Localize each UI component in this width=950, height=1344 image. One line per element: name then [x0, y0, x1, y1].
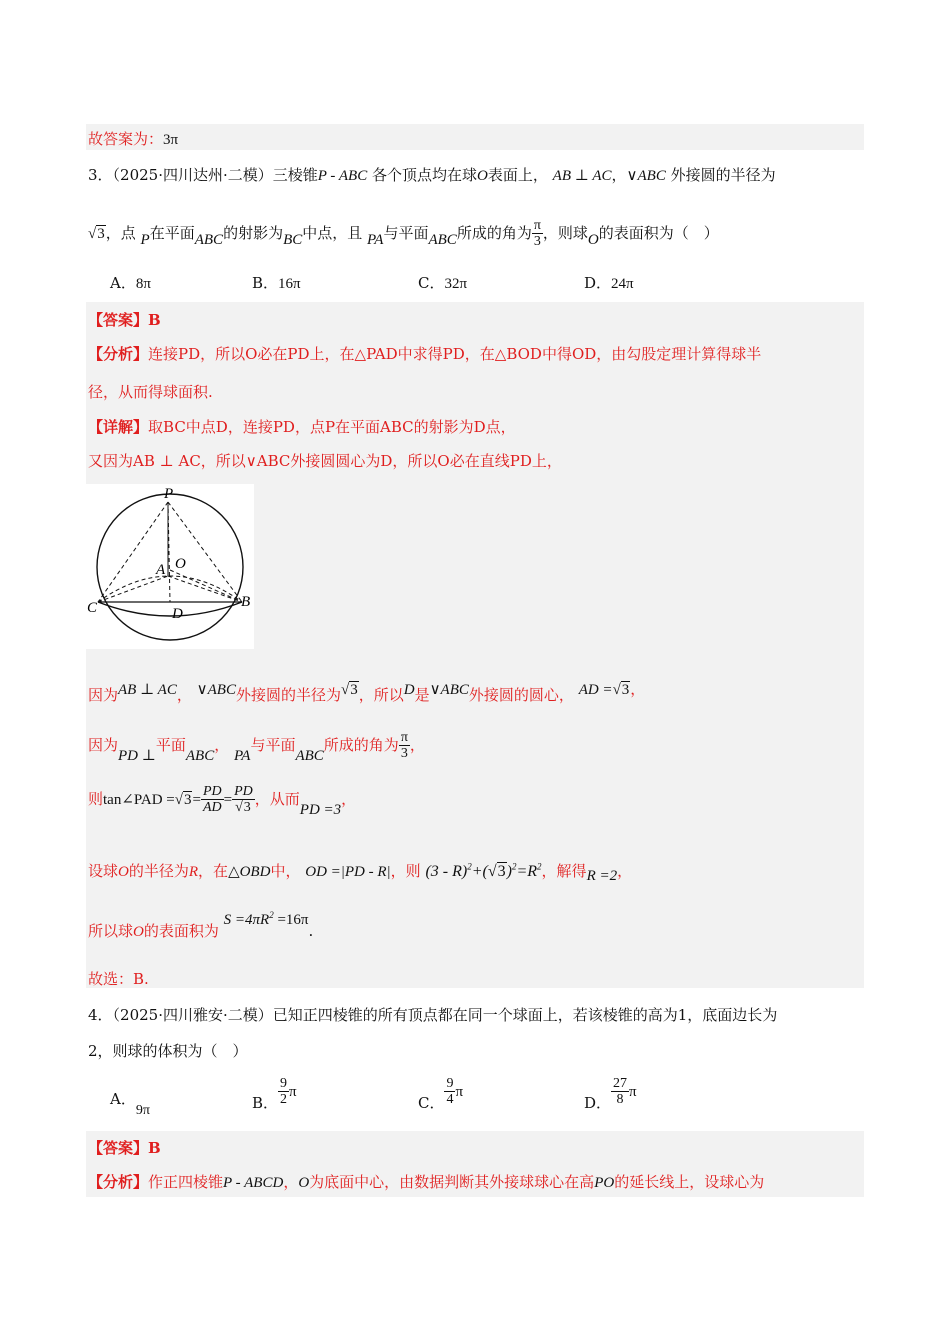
question-4-line-2: 2，则球的体积为（ ）: [88, 1042, 248, 1060]
answer-tag: 【答案】B: [88, 1139, 161, 1157]
edge-pc: [98, 502, 168, 602]
option-c[interactable]: C．32π: [418, 274, 468, 292]
sqrt-symbol: √3: [88, 225, 105, 242]
solution-line-3: 因为AB ⊥ AC， ∨ABC外接圆的半径为√3，所以D是∨ABC外接圆的圆心， AD =√3，: [88, 680, 646, 704]
option-d[interactable]: D． $\frac{27}{8}$ π: [584, 1076, 637, 1112]
analysis-line-2: 径，从而得球面积.: [88, 383, 213, 401]
math-expr: BC: [283, 231, 303, 248]
question-number: 3．: [88, 166, 113, 184]
answer-block-1: [86, 124, 864, 150]
option-b[interactable]: B．16π: [252, 274, 301, 292]
question-source: （2025·四川达州·二模）: [112, 166, 273, 184]
answer-line-1: [88, 128, 178, 149]
stem-text: 外接圆的半径为: [670, 166, 776, 184]
analysis-line: 【分析】作正四棱锥P - ABCD，O为底面中心，由数据判断其外接球球心在高PO的延长线上，设球心为: [88, 1173, 765, 1191]
math-expr: P: [140, 231, 150, 248]
sphere-diagram: [86, 484, 254, 649]
answer-value: 3π: [163, 132, 179, 148]
stem-text: ，: [611, 166, 627, 184]
stem-text: 三棱锥: [272, 166, 318, 184]
solution-line-5: 则tan∠PAD =√3= $\frac{PD}{AD}$ = $\frac{PD}{√3}$ ，从而PD =3，: [88, 784, 357, 818]
question-4-line-1: 4．（2025·四川雅安·二模）已知正四棱锥的所有顶点都在同一个球面上，若该棱锥的高为1，底面边长为: [88, 1006, 778, 1024]
math-expr: AB ⊥ AC: [552, 168, 612, 184]
math-expr: O: [477, 168, 488, 184]
label-a: A: [156, 562, 166, 578]
label-o: O: [175, 556, 186, 572]
stem-text: 各个顶点均在球: [372, 166, 478, 184]
solution-line-6: 设球O的半径为R，在△OBD中， OD =|PD - R|，则 $(3 - R)^2+(√3)^2=R^2$，解得R =2，: [88, 861, 633, 884]
option-d[interactable]: D．24π: [584, 274, 634, 292]
solution-line-4: 因为PD ⊥平面ABC， PA与平面ABC所成的角为 $\frac{\pi}{3}$ ，: [88, 730, 425, 764]
stem-text: 所成的角为: [456, 223, 532, 242]
math-expr: ABC: [194, 231, 224, 248]
equator-front: [98, 602, 242, 616]
edge-ab: [168, 576, 242, 602]
math-expr: P - ABC: [317, 168, 368, 184]
label-p: P: [164, 486, 174, 502]
stem-text: 在平面: [149, 223, 195, 242]
stem-text: 的射影为: [223, 223, 284, 242]
solution-line-7: 所以球O的表面积为 $S =4\pi R^2 =16\pi$.: [88, 910, 314, 940]
question-source: （2025·四川雅安·二模）: [112, 1006, 273, 1024]
final-answer: 故选：B.: [88, 970, 149, 988]
edge-ob: [170, 570, 242, 602]
stem-text: ，则球: [542, 223, 588, 242]
analysis-line-1: 【分析】连接PD，所以O必在PD上，在△PAD中求得PD，在△BOD中得OD，由勾股定理计算得球半: [88, 345, 762, 363]
math-expr: O: [587, 231, 599, 248]
math-expr: ∨ABC: [626, 168, 666, 184]
stem-text: 中点，且: [302, 223, 363, 242]
question-3-line-2: [88, 218, 719, 250]
edge-pb: [168, 502, 242, 602]
math-expr: PA: [367, 231, 384, 248]
sphere-figure: [86, 484, 254, 649]
stem-text: ，点: [105, 223, 136, 242]
math-expr: ABC: [428, 231, 457, 248]
label-b: B: [241, 594, 251, 610]
stem-text: 的表面积为（ ）: [598, 223, 719, 242]
stem-text: 与平面: [383, 223, 429, 242]
answer-tag: 【答案】B: [88, 311, 161, 329]
option-a[interactable]: A．8π: [110, 274, 151, 292]
detail-line-2: 又因为AB ⊥ AC，所以∨ABC外接圆圆心为D，所以O必在直线PD上，: [88, 452, 562, 470]
detail-line-1: 【详解】取BC中点D，连接PD，点P在平面ABC的射影为D点，: [88, 418, 516, 436]
question-number: 4．: [88, 1006, 113, 1024]
option-c[interactable]: C． $\frac{9}{4}$ π: [418, 1076, 464, 1112]
option-b[interactable]: B． $\frac{9}{2}$ π: [252, 1076, 297, 1112]
answer-label: 故答案为：: [88, 130, 164, 148]
fraction: $\frac{\pi}{3}$: [533, 218, 541, 250]
sphere-outline: [97, 494, 243, 640]
label-c: C: [87, 600, 98, 616]
stem-text: 表面上，: [487, 166, 548, 184]
option-a[interactable]: A．9π: [110, 1090, 150, 1118]
edge-ca: [98, 576, 168, 602]
question-3-line-1: [88, 164, 776, 185]
label-d: D: [172, 606, 183, 622]
